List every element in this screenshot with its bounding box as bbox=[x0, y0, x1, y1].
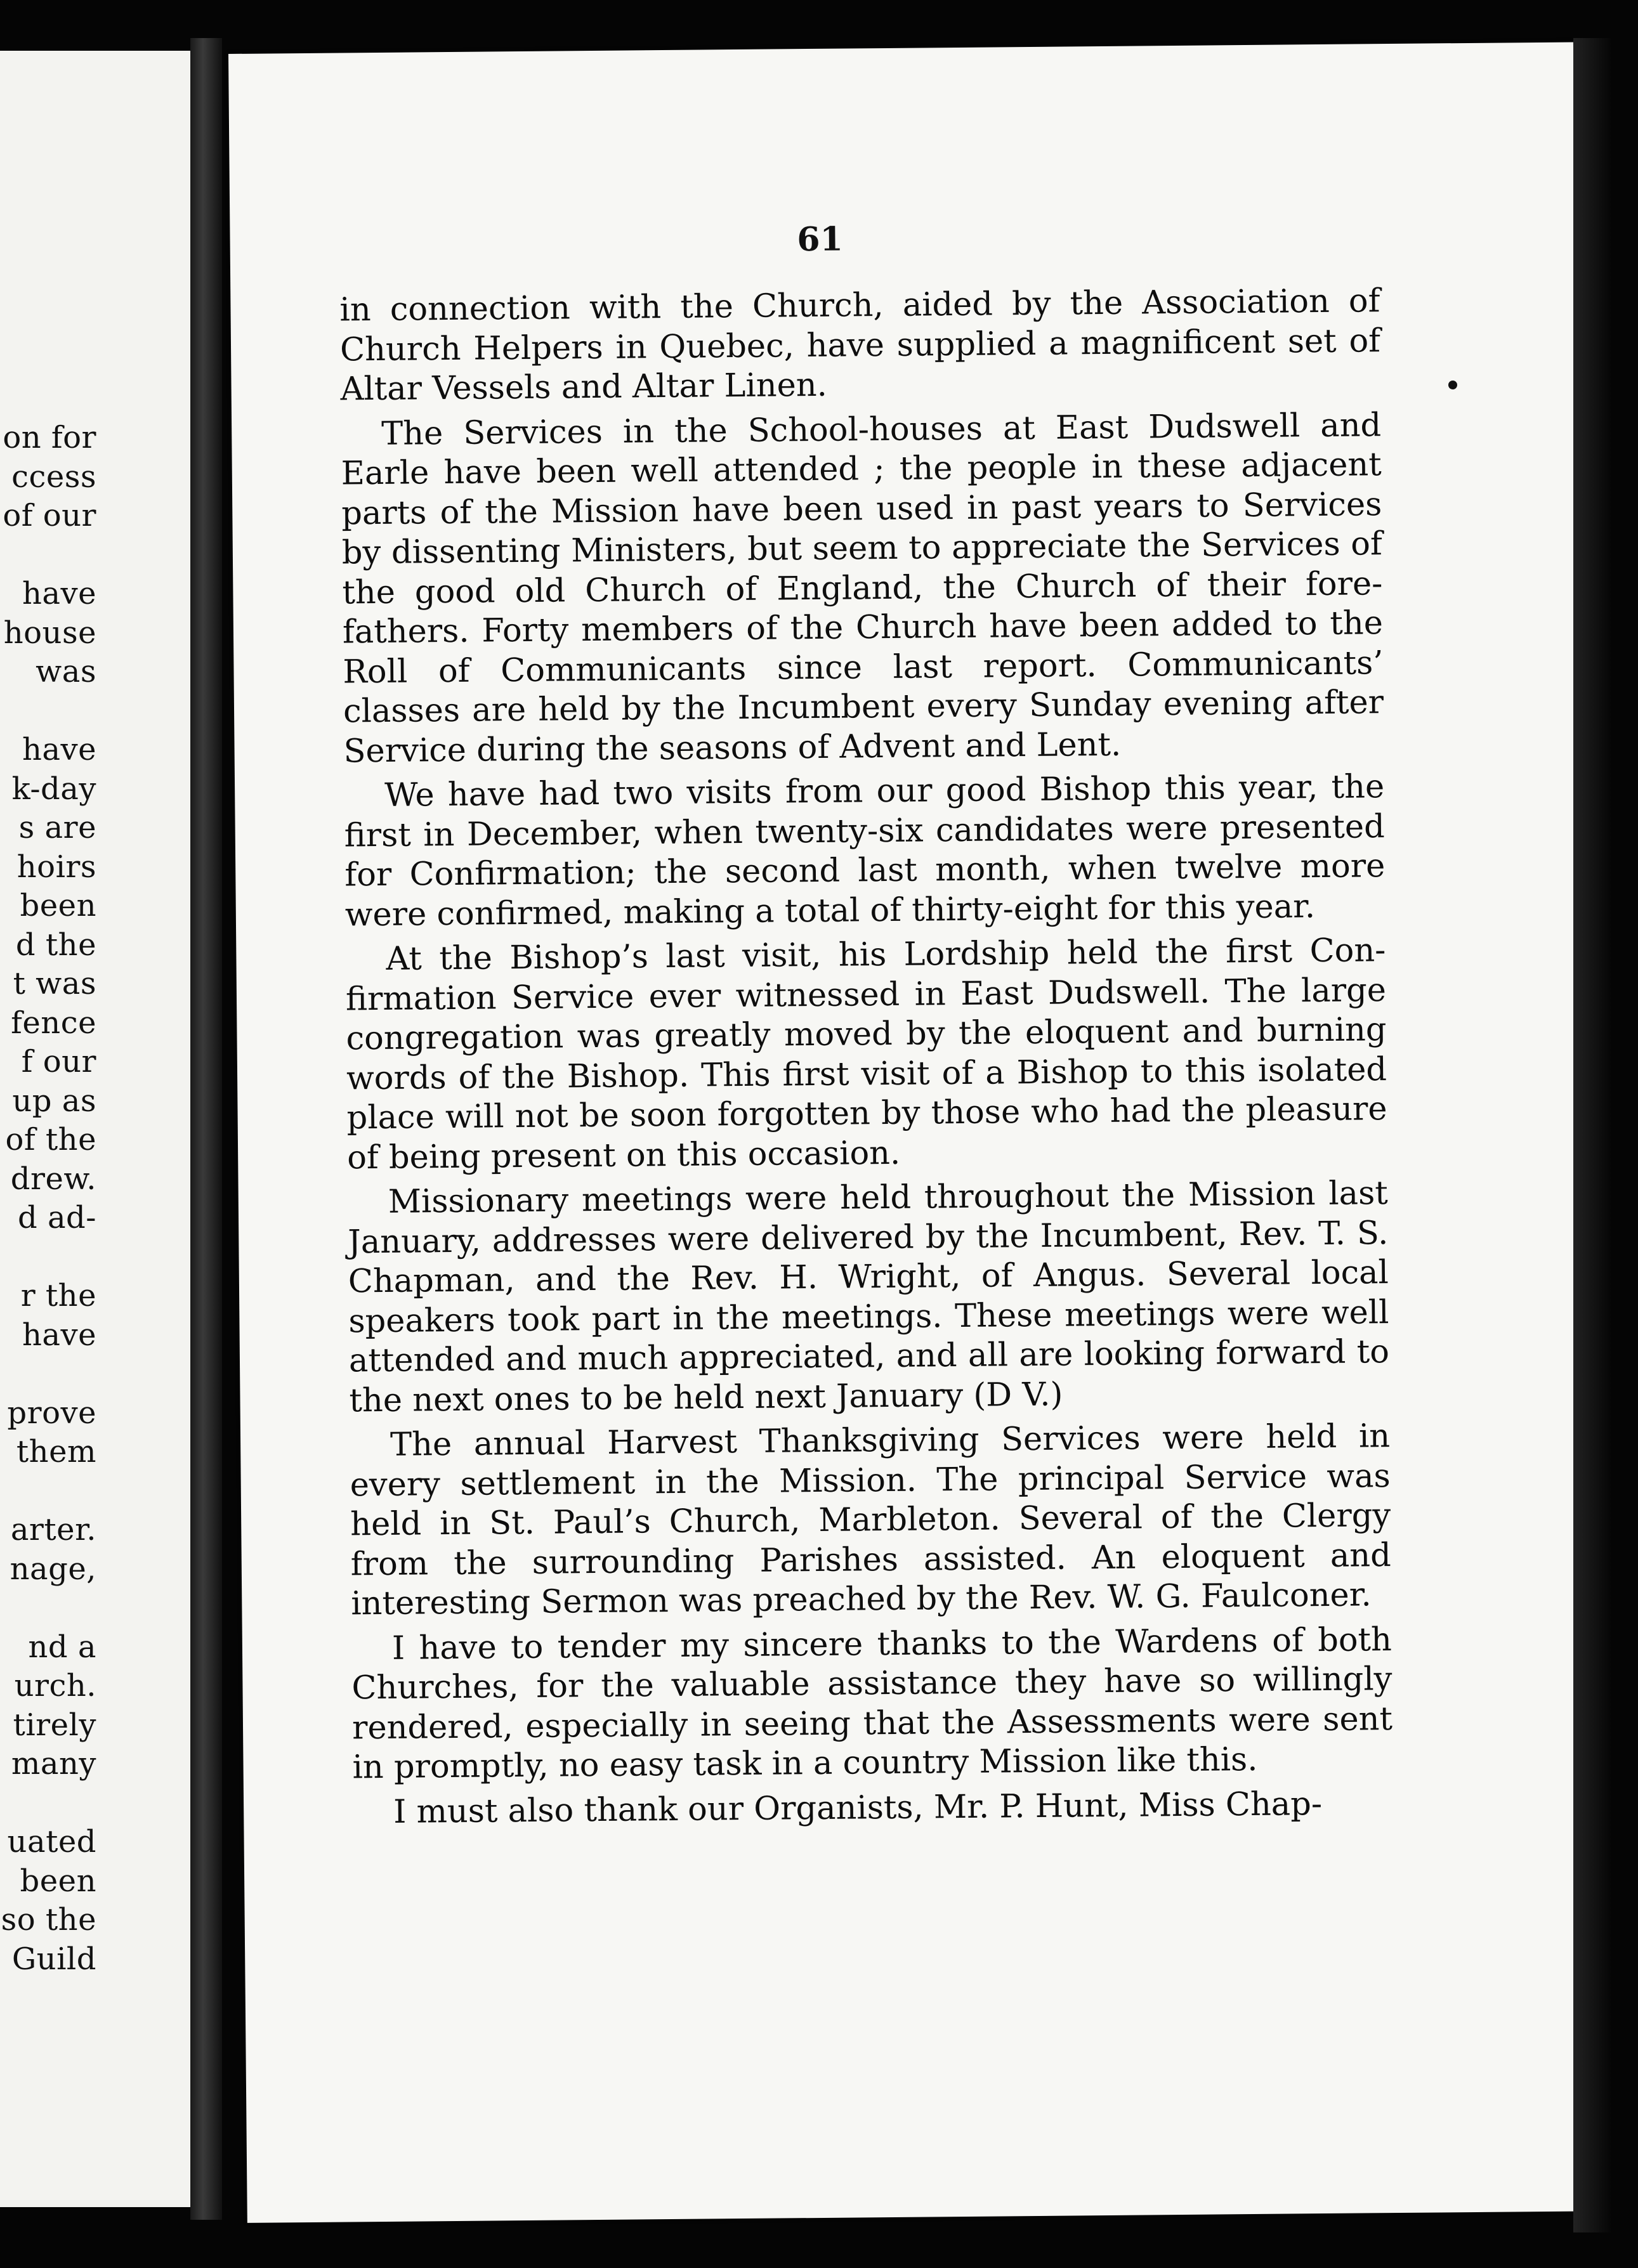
page-number: 61 bbox=[797, 219, 844, 259]
facing-page-line: them bbox=[16, 1434, 96, 1470]
facing-page-line: urch. bbox=[14, 1668, 96, 1704]
facing-page-line: of the bbox=[5, 1122, 96, 1157]
facing-page-line: nd a bbox=[28, 1629, 96, 1665]
paragraph: The Services in the School-houses at East Dudswell and Earle have been well attended ; the people in these adjacent parts of the Mission have been used in past years to Services by dissenting Ministers, but seem to appreciate the Services of the good old Church of England, the Church of their fore-fathers. Forty members of the Church have been added to the Roll of Communicants since last report. Communicants’ classes are held by the Incumbent every Sunday evening after Service during the seasons of Advent and Lent. bbox=[341, 406, 1384, 770]
facing-page-line: on for bbox=[3, 420, 96, 455]
facing-page-line: hoirs bbox=[16, 849, 96, 885]
body-text bbox=[339, 282, 1393, 1837]
page-gutter bbox=[190, 38, 222, 2220]
facing-page-line: been bbox=[20, 1863, 96, 1899]
facing-page-line: ccess bbox=[11, 459, 96, 495]
facing-page-line: up as bbox=[12, 1083, 96, 1119]
facing-page-line: drew. bbox=[10, 1161, 96, 1197]
paragraph: I must also thank our Organists, Mr. P. Hunt, Miss Chap- bbox=[393, 1785, 1323, 1831]
facing-page-line: was bbox=[36, 654, 96, 689]
facing-page-line: been bbox=[20, 888, 96, 923]
facing-page-line: d ad- bbox=[17, 1200, 96, 1235]
facing-page-line: k-day bbox=[11, 771, 96, 807]
main-page bbox=[228, 42, 1592, 2222]
facing-page-line: r the bbox=[20, 1278, 96, 1313]
facing-page-line: have bbox=[22, 576, 96, 611]
facing-page-line: many bbox=[11, 1746, 96, 1782]
paragraph: in connection with the Church, aided by the Association of Church Helpers in Quebec, have supplied a magnificent set of Altar Vessels and Altar Linen. bbox=[339, 282, 1381, 408]
facing-page-line: s are bbox=[18, 810, 96, 845]
paragraph: The annual Harvest Thanksgiving Services were held in every settlement in the Mission. The principal Service was held in St. Paul’s Church, Marbleton. Several of the Clergy from the surrounding Parishes assisted. An eloquent and interesting Sermon was preached by the Rev. W. G. Faulconer. bbox=[350, 1418, 1391, 1623]
facing-page-line: so the bbox=[1, 1902, 96, 1938]
ink-speck bbox=[1448, 381, 1457, 389]
facing-page-line: have bbox=[22, 732, 96, 767]
scan-edge bbox=[1573, 38, 1611, 2232]
facing-page-line: house bbox=[3, 615, 96, 651]
facing-page-line: nage, bbox=[10, 1551, 96, 1587]
facing-page bbox=[0, 51, 190, 2207]
facing-page-line: uated bbox=[7, 1824, 96, 1860]
facing-page-line: prove bbox=[7, 1395, 96, 1431]
facing-page-line: t was bbox=[13, 966, 96, 1001]
paragraph: At the Bishop’s last visit, his Lordship held the first Con-firmation Service ever witnessed in East Dudswell. The large congregation was greatly moved by the eloquent and burning words of the Bishop. This first visit of a Bishop to this isolated place will not be soon forgotten by those who had the pleasure of being present on this occasion. bbox=[345, 932, 1387, 1176]
paragraph: I have to tender my sincere thanks to the Wardens of both Churches, for the valuable assistance they have so willingly rendered, especially in seeing that the Assessments were sent in promptly, no easy task in a country Mission like this. bbox=[351, 1620, 1393, 1787]
facing-page-line: d the bbox=[15, 927, 96, 963]
facing-page-line: f our bbox=[21, 1044, 96, 1079]
facing-page-line: have bbox=[22, 1317, 96, 1353]
facing-page-line: of our bbox=[3, 498, 96, 533]
facing-page-line: arter. bbox=[10, 1512, 96, 1548]
facing-page-line: fence bbox=[11, 1005, 96, 1041]
paragraph: We have had two visits from our good Bishop this year, the first in December, when twenty-six candidates were presented for Confirmation; the second last month, when twelve more were confirmed, making a total of thirty-eight for this year. bbox=[344, 768, 1386, 934]
paragraph: Missionary meetings were held throughout the Mission last January, addresses were delivered by the Incumbent, Rev. T. S. Chapman, and the Rev. H. Wright, of Angus. Several local speakers took part in the meetings. These meetings were well attended and much appreciated, and all are looking forward to the next ones to be held next January (D V.) bbox=[348, 1175, 1390, 1419]
facing-page-line: tirely bbox=[13, 1707, 96, 1743]
facing-page-line: Guild bbox=[11, 1941, 96, 1977]
